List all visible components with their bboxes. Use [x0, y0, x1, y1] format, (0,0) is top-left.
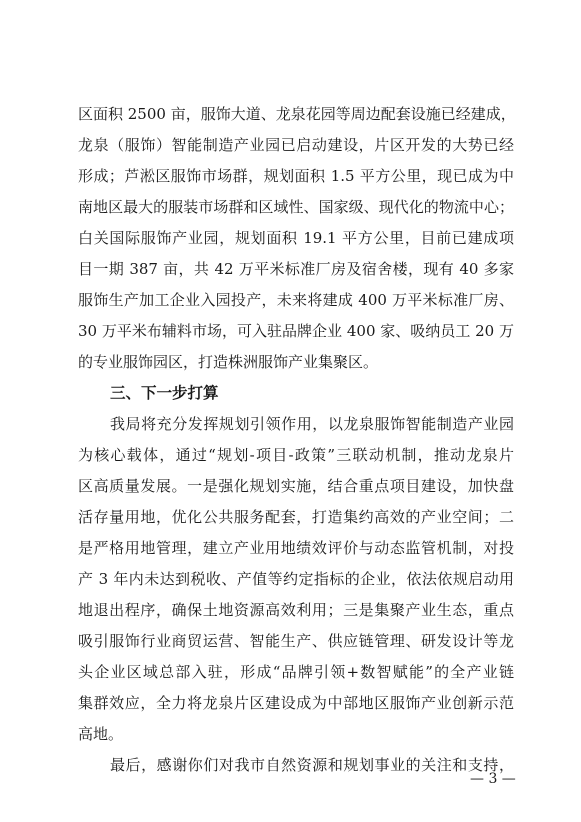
- paragraph-2-line-6: 产 3 年内未达到税收、产值等约定指标的企业，依法依规启动用: [78, 570, 514, 588]
- paragraph-2-line-4: 活存量用地，优化公共服务配套，打造集约高效的产业空间；二: [78, 508, 514, 526]
- paragraph-2-line-11: 高地。: [78, 725, 124, 743]
- paragraph-1-line-9: 的专业服饰园区，打造株洲服饰产业集聚区。: [78, 353, 379, 371]
- paragraph-3-line-1: 最后，感谢你们对我市自然资源和规划事业的关注和支持，: [110, 756, 514, 774]
- paragraph-1-line-2: 龙泉（服饰）智能制造产业园已启动建设，片区开发的大势已经: [78, 136, 514, 154]
- paragraph-1-line-6: 目一期 387 亩，共 42 万平米标准厂房及宿舍楼，现有 40 多家: [78, 260, 514, 278]
- paragraph-2-line-3: 区高质量发展。一是强化规划实施，结合重点项目建设，加快盘: [78, 477, 514, 495]
- paragraph-1-line-5: 白关国际服饰产业园，规划面积 19.1 平方公里，目前已建成项: [78, 229, 514, 247]
- paragraph-1-line-1: 区面积 2500 亩，服饰大道、龙泉花园等周边配套设施已经建成，: [78, 105, 516, 123]
- paragraph-1-line-8: 30 万平米布辅料市场，可入驻品牌企业 400 家、吸纳员工 20 万: [78, 322, 514, 340]
- paragraph-1-line-4: 南地区最大的服装市场群和区域性、国家级、现代化的物流中心；: [78, 198, 514, 216]
- paragraph-2-line-10: 集群效应，全力将龙泉片区建设成为中部地区服饰产业创新示范: [78, 694, 514, 712]
- paragraph-2-line-5: 是严格用地管理，建立产业用地绩效评价与动态监管机制，对投: [78, 539, 514, 557]
- page-number: — 3 —: [470, 771, 516, 787]
- paragraph-2-line-7: 地退出程序，确保土地资源高效利用；三是集聚产业生态，重点: [78, 601, 514, 619]
- paragraph-1-line-7: 服饰生产加工企业入园投产，未来将建成 400 万平米标准厂房、: [78, 291, 514, 309]
- paragraph-2-line-2: 为核心载体，通过“规划-项目-政策”三联动机制，推动龙泉片: [78, 446, 514, 464]
- paragraph-1-line-3: 形成；芦淞区服饰市场群，规划面积 1.5 平方公里，现已成为中: [78, 167, 514, 185]
- section-heading: 三、下一步打算: [110, 384, 219, 402]
- paragraph-2-line-8: 吸引服饰行业商贸运营、智能生产、供应链管理、研发设计等龙: [78, 632, 514, 650]
- paragraph-2-line-1: 我局将充分发挥规划引领作用，以龙泉服饰智能制造产业园: [110, 415, 514, 433]
- paragraph-2-line-9: 头企业区域总部入驻，形成“品牌引领+数智赋能”的全产业链: [78, 663, 514, 681]
